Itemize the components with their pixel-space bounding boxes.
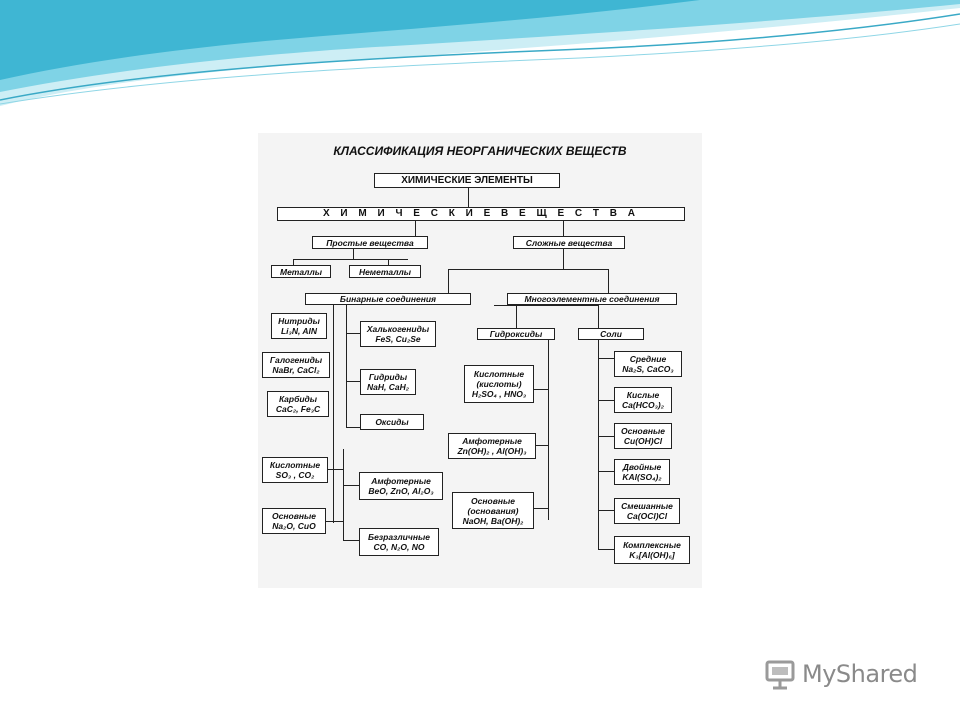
connector xyxy=(293,259,408,260)
complex-salts-examples: K₃[Al(OH)₆] xyxy=(629,550,675,560)
connector xyxy=(598,340,599,550)
carbides-box xyxy=(267,391,329,417)
chalcogenides-box xyxy=(360,321,436,347)
acidic-oxides-box xyxy=(262,457,328,483)
indifferent-oxides-label: Безразличные xyxy=(368,532,430,542)
connector xyxy=(326,521,343,522)
connector xyxy=(534,389,548,390)
simple-substances-box xyxy=(312,236,428,249)
connector xyxy=(468,186,469,208)
indifferent-oxides-box xyxy=(359,528,439,556)
medium-salts-box xyxy=(614,351,682,377)
chalcogenides-label: Халькогениды xyxy=(366,324,430,334)
medium-salts-examples: Na₂S, CaCO₃ xyxy=(622,364,674,374)
hydroxides-label: Гидроксиды xyxy=(489,329,543,339)
mixed-salts-examples: Ca(OCl)Cl xyxy=(626,511,668,521)
chemical-elements-label: ХИМИЧЕСКИЕ ЭЛЕМЕНТЫ xyxy=(401,174,533,186)
connector xyxy=(516,305,517,328)
projector-icon xyxy=(764,657,798,691)
halides-label: Галогениды xyxy=(269,355,323,365)
multi-element-compounds-label: Многоэлементные соединения xyxy=(524,294,660,304)
nonmetals-box xyxy=(349,265,421,278)
amphoteric-hydroxides-box xyxy=(448,433,536,459)
connector xyxy=(563,249,564,269)
multi-element-compounds-box xyxy=(507,293,677,305)
connector xyxy=(598,436,614,437)
salts-label: Соли xyxy=(600,329,622,339)
metals-box xyxy=(271,265,331,278)
amphoteric-hydroxides-examples: Zn(OH)₂ , Al(OH)₃ xyxy=(457,446,527,456)
nitrides-examples: Li₃N, AlN xyxy=(280,326,318,336)
connector xyxy=(448,269,449,293)
connector xyxy=(346,427,360,428)
amphoteric-hydroxides-label: Амфотерные xyxy=(462,436,522,446)
acidic-hydroxides-sublabel: (кислоты) xyxy=(476,379,522,389)
basic-oxides-examples: Na₂O, CuO xyxy=(272,521,316,531)
hydrides-label: Гидриды xyxy=(368,372,408,382)
header-swoosh xyxy=(0,0,960,110)
basic-salts-box xyxy=(614,423,672,449)
acid-salts-examples: Ca(HCO₃)₂ xyxy=(622,400,664,410)
amphoteric-oxides-label: Амфотерные xyxy=(371,476,431,486)
binary-compounds-label: Бинарные соединения xyxy=(339,294,437,304)
basic-salts-examples: Cu(OH)Cl xyxy=(623,436,663,446)
hydroxides-box xyxy=(477,328,555,340)
hydrides-box xyxy=(360,369,416,395)
nitrides-label: Нитриды xyxy=(278,316,320,326)
connector xyxy=(598,305,599,328)
basic-hydroxides-sublabel: (основания) xyxy=(467,505,519,516)
connector xyxy=(598,358,614,359)
amphoteric-oxides-examples: BeO, ZnO, Al₂O₃ xyxy=(368,486,434,496)
connector xyxy=(548,340,549,520)
connector xyxy=(343,449,344,541)
binary-compounds-box xyxy=(305,293,471,305)
connector xyxy=(608,269,609,293)
connector xyxy=(598,549,614,550)
basic-oxides-box xyxy=(262,508,326,534)
diagram-title: КЛАССИФИКАЦИЯ НЕОРГАНИЧЕСКИХ ВЕЩЕСТВ xyxy=(333,144,627,158)
oxides-box xyxy=(360,414,424,430)
chalcogenides-examples: FeS, Cu₂Se xyxy=(375,334,421,344)
connector xyxy=(353,249,354,259)
acidic-hydroxides-examples: H₂SO₄ , HNO₃ xyxy=(471,389,527,399)
complex-substances-label: Сложные вещества xyxy=(525,237,613,248)
complex-salts-box xyxy=(614,536,690,564)
chemical-elements-box xyxy=(374,173,560,188)
acid-salts-label: Кислые xyxy=(626,390,660,400)
connector xyxy=(536,445,548,446)
double-salts-label: Двойные xyxy=(622,462,662,472)
double-salts-examples: KAl(SO₄)₂ xyxy=(622,472,662,482)
connector xyxy=(598,471,614,472)
complex-salts-label: Комплексные xyxy=(623,540,681,550)
carbides-label: Карбиды xyxy=(278,394,318,404)
myshared-logo xyxy=(764,654,934,694)
amphoteric-oxides-box xyxy=(359,472,443,500)
salts-box xyxy=(578,328,644,340)
double-salts-box xyxy=(614,459,670,485)
oxides-label: Оксиды xyxy=(375,417,409,427)
simple-substances-label: Простые вещества xyxy=(326,237,414,248)
halides-examples: NaBr, CaCl₂ xyxy=(272,365,320,375)
chemical-substances-box xyxy=(277,207,685,221)
classification-diagram xyxy=(258,133,702,588)
acidic-hydroxides-box xyxy=(464,365,534,403)
connector xyxy=(346,381,360,382)
medium-salts-label: Средние xyxy=(629,354,667,364)
metals-label: Металлы xyxy=(279,266,323,277)
basic-oxides-label: Основные xyxy=(272,511,316,521)
connector xyxy=(343,540,359,541)
complex-substances-box xyxy=(513,236,625,249)
connector xyxy=(346,333,360,334)
basic-hydroxides-label: Основные xyxy=(471,495,515,506)
connector xyxy=(333,305,334,523)
connector xyxy=(598,510,614,511)
hydrides-examples: NaH, CaH₂ xyxy=(367,382,409,392)
connector xyxy=(448,269,608,270)
connector xyxy=(598,400,614,401)
mixed-salts-box xyxy=(614,498,680,524)
nitrides-box xyxy=(271,313,327,339)
acidic-hydroxides-label: Кислотные xyxy=(473,369,525,379)
basic-hydroxides-examples: NaOH, Ba(OH)₂ xyxy=(462,515,524,526)
mixed-salts-label: Смешанные xyxy=(621,501,673,511)
connector xyxy=(494,305,598,306)
acidic-oxides-label: Кислотные xyxy=(269,460,321,470)
acid-salts-box xyxy=(614,387,672,413)
basic-hydroxides-box xyxy=(452,492,534,529)
chemical-substances-label: Х И М И Ч Е С К И Е В Е Щ Е С Т В А xyxy=(322,208,639,219)
basic-salts-label: Основные xyxy=(621,426,665,436)
connector xyxy=(534,508,548,509)
acidic-oxides-examples: SO₃ , CO₂ xyxy=(275,470,315,480)
connector xyxy=(326,469,343,470)
logo-text: MyShared xyxy=(802,660,918,688)
carbides-examples: CaC₂, Fe₃C xyxy=(275,404,321,414)
halides-box xyxy=(262,352,330,378)
connector xyxy=(343,485,359,486)
indifferent-oxides-examples: CO, N₂O, NO xyxy=(373,542,425,552)
nonmetals-label: Неметаллы xyxy=(358,266,412,277)
connector xyxy=(346,305,347,427)
